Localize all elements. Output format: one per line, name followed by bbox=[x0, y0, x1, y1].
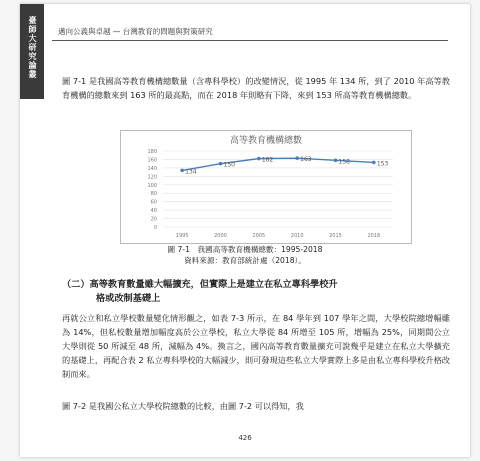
side-tab bbox=[20, 4, 44, 99]
x-tick-label: 2000 bbox=[214, 233, 227, 239]
figure-source: 資料來源：教育部統計處（2018）。 bbox=[184, 256, 306, 265]
chart-x-ticks bbox=[176, 233, 380, 239]
chart-svg bbox=[121, 131, 411, 243]
running-header: 邁向公義與卓越 — 台灣教育的問題與對策研究 bbox=[58, 27, 213, 36]
chart-series bbox=[180, 156, 388, 175]
data-label: 162 bbox=[261, 156, 274, 164]
chart-grid bbox=[163, 151, 393, 227]
page-number: 426 bbox=[238, 434, 252, 442]
data-point bbox=[295, 156, 299, 160]
y-tick-label: 140 bbox=[147, 165, 157, 172]
section-heading-line-2: 格或改制基礎上 bbox=[96, 293, 161, 304]
y-tick-label: 180 bbox=[147, 149, 157, 155]
data-point bbox=[334, 158, 338, 162]
header-rule bbox=[52, 40, 448, 41]
x-tick-label: 1995 bbox=[175, 233, 189, 239]
side-tab-text: 臺師大研究論叢 bbox=[28, 16, 37, 79]
paragraph-1: 圖 7-1 是我國高等教育機構總數量（含專科學校）的改變情況，從 1995 年 134 所，到了 2010 年高等教育機構的總數來到 163 所的最高點，而在 2018 年則略有下降，來到 153 所高等教育機構總數。 bbox=[62, 76, 450, 100]
data-point bbox=[257, 157, 261, 161]
chart-title: 高等教育機構總數 bbox=[229, 136, 303, 146]
x-tick-label: 2005 bbox=[252, 233, 266, 239]
data-label: 163 bbox=[300, 156, 312, 164]
data-point bbox=[372, 161, 376, 165]
figure-caption: 圖 7-1 我國高等教育機構總數：1995-2018 bbox=[167, 245, 323, 254]
section-heading-line-1: （二）高等教育數量雖大幅擴充，但實際上是建立在私立專科學校升 bbox=[62, 279, 338, 290]
book-page bbox=[20, 4, 470, 457]
data-point bbox=[180, 169, 184, 173]
y-tick-label: 40 bbox=[150, 208, 157, 215]
chart-y-ticks bbox=[147, 149, 157, 231]
line-chart bbox=[120, 130, 412, 244]
paragraph-2: 再就公立和私立學校數量變化情形觀之，如表 7-3 所示，在 84 學年到 107 學年之間，大學校院總增幅雖為 14%，但私校數量增加幅度高於公立學校，私立大學從 84 所增至 105 所，增幅為 25%，同期間公立大學則從 50 所減至 48 所，減幅為 4%。換言之，國內高等教育數量擴充可說幾乎是建立在私立大學擴充的基礎上，再配合表 2 私立專科學校的大幅減少，則可發現這些私立大學實際上多是由私立專科學校升格改制而來。 bbox=[62, 313, 450, 379]
y-tick-label: 120 bbox=[147, 174, 157, 181]
y-tick-label: 0 bbox=[153, 225, 157, 231]
paragraph-3: 圖 7-2 是我國公私立大學校院總數的比較，由圖 7-2 可以得知，我 bbox=[62, 401, 304, 411]
data-label: 150 bbox=[223, 161, 235, 169]
data-point bbox=[219, 162, 223, 166]
x-tick-label: 2015 bbox=[329, 233, 342, 239]
y-tick-label: 20 bbox=[150, 216, 157, 223]
y-tick-label: 160 bbox=[147, 157, 157, 164]
y-tick-label: 60 bbox=[150, 199, 157, 206]
x-tick-label: 2010 bbox=[290, 233, 304, 239]
section-heading bbox=[62, 278, 452, 306]
data-label: 158 bbox=[338, 158, 350, 166]
data-label: 134 bbox=[185, 168, 197, 176]
y-tick-label: 80 bbox=[150, 191, 157, 198]
x-tick-label: 2018 bbox=[367, 233, 381, 239]
data-label: 153 bbox=[376, 160, 389, 168]
y-tick-label: 100 bbox=[147, 182, 157, 189]
